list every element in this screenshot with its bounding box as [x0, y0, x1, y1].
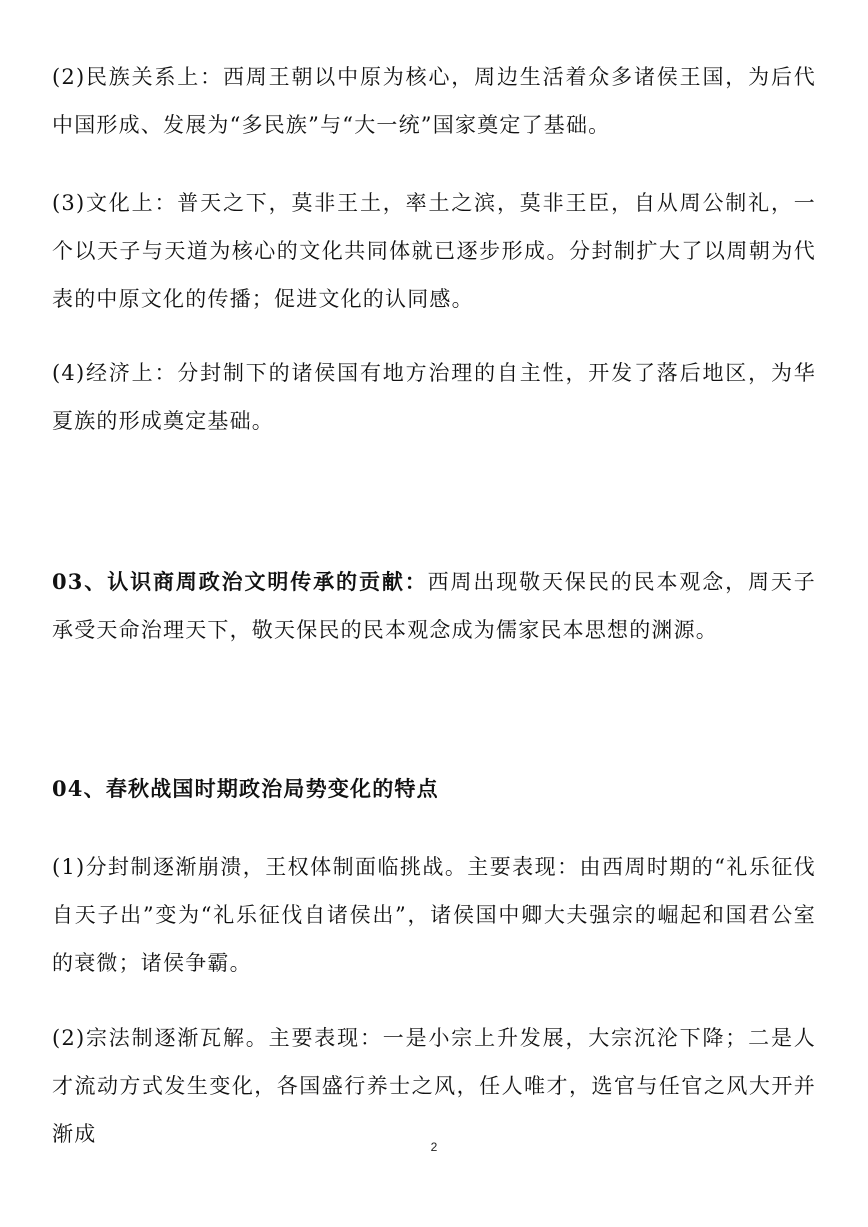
section-04-heading: 04、春秋战国时期政治局势变化的特点 [52, 776, 439, 801]
section-03-body: 西周出现敬天保民的民本观念，周天子承受天命治理天下，敬天保民的民本观念成为儒家民本思想的渊源。 [52, 570, 816, 642]
section-03-paragraph [52, 558, 816, 654]
section-03-heading: 03、认识商周政治文明传承的贡献： [52, 569, 428, 594]
paragraph-economy: (4)经济上：分封制下的诸侯国有地方治理的自主性，开发了落后地区，为华夏族的形成奠定基础。 [52, 361, 816, 433]
page-number: 2 [430, 1140, 438, 1154]
paragraph-culture: (3)文化上：普天之下，莫非王土，率土之滨，莫非王臣，自从周公制礼，一个以天子与天道为核心的文化共同体就已逐步形成。分封制扩大了以周朝为代表的中原文化的传播；促进文化的认同感。 [52, 191, 816, 311]
section-04-point-1: (1)分封制逐渐崩溃，王权体制面临挑战。主要表现：由西周时期的“礼乐征伐自天子出”变为“礼乐征伐自诸侯出”，诸侯国中卿大夫强宗的崛起和国君公室的衰微；诸侯争霸。 [52, 855, 816, 975]
paragraph-ethnic-relations: (2)民族关系上：西周王朝以中原为核心，周边生活着众多诸侯王国，为后代中国形成、发展为“多民族”与“大一统”国家奠定了基础。 [52, 65, 816, 137]
section-04-point-2: (2)宗法制逐渐瓦解。主要表现：一是小宗上升发展，大宗沉沦下降；二是人才流动方式发生变化，各国盛行养士之风，任人唯才，选官与任官之风大开并渐成 [52, 1026, 816, 1146]
